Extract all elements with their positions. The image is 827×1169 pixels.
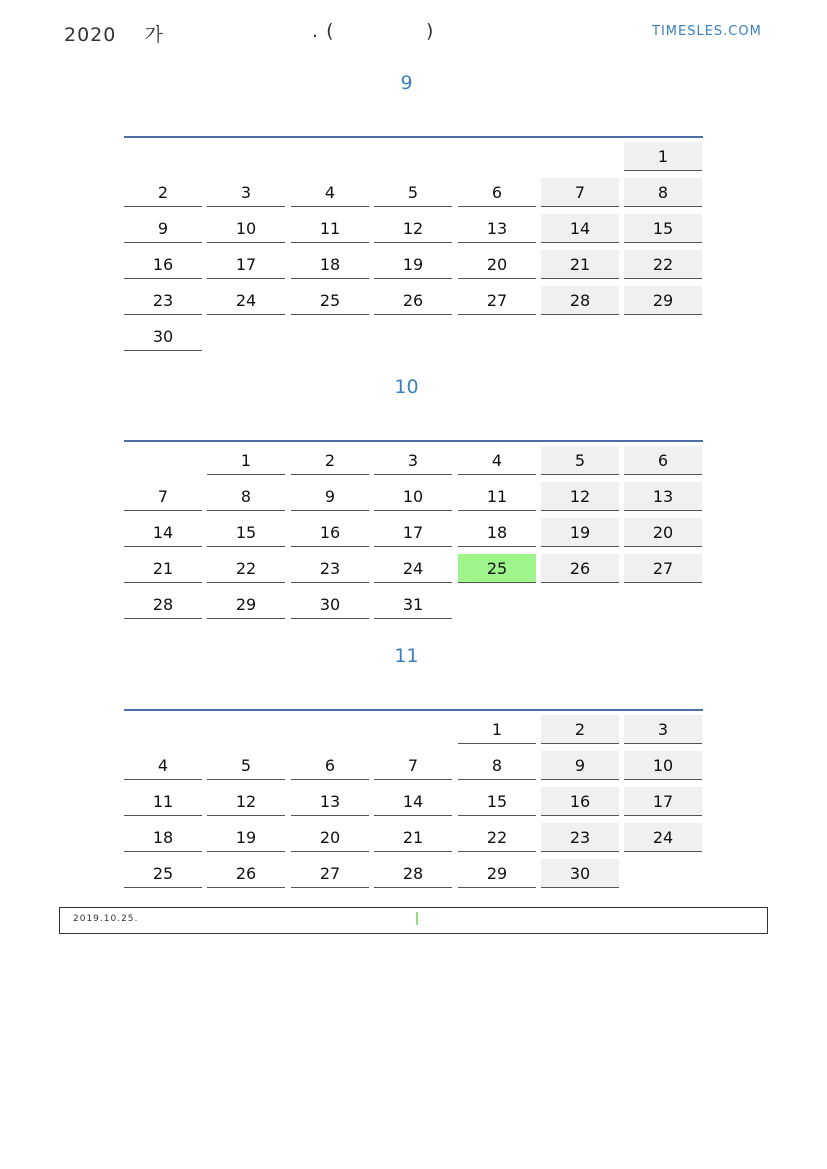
calendar-day[interactable]: 24: [374, 554, 452, 583]
calendar-november: [124, 709, 703, 891]
calendar-day[interactable]: 2: [124, 178, 202, 207]
calendar-day[interactable]: 22: [458, 823, 536, 852]
calendar-day[interactable]: 12: [207, 787, 285, 816]
calendar-week-row: [124, 514, 703, 550]
calendar-day[interactable]: 2: [541, 715, 619, 744]
calendar-day[interactable]: 24: [624, 823, 702, 852]
calendar-day[interactable]: 20: [291, 823, 369, 852]
calendar-day[interactable]: 4: [124, 751, 202, 780]
calendar-day-highlighted[interactable]: 25: [458, 554, 536, 583]
calendar-week-row: [124, 318, 703, 354]
calendar-week-row: [124, 586, 703, 622]
calendar-day[interactable]: 6: [458, 178, 536, 207]
calendar-day[interactable]: 28: [541, 286, 619, 315]
calendar-week-row: [124, 282, 703, 318]
footer-bar: [59, 907, 768, 934]
header-subtitle: . ( ): [312, 20, 435, 42]
calendar-day[interactable]: 26: [541, 554, 619, 583]
calendar-day[interactable]: 18: [458, 518, 536, 547]
calendar-day[interactable]: 21: [541, 250, 619, 279]
calendar-day[interactable]: 20: [624, 518, 702, 547]
calendar-day[interactable]: 23: [291, 554, 369, 583]
calendar-day[interactable]: 11: [458, 482, 536, 511]
calendar-day[interactable]: 3: [624, 715, 702, 744]
calendar-day[interactable]: 8: [624, 178, 702, 207]
calendar-week-row: [124, 174, 703, 210]
calendar-day[interactable]: 8: [458, 751, 536, 780]
header-title: 2020 가: [64, 24, 164, 46]
footer-date: 2019.10.25.: [73, 914, 139, 924]
calendar-day[interactable]: 3: [374, 446, 452, 475]
calendar-october: [124, 440, 703, 622]
calendar-day[interactable]: 25: [124, 859, 202, 888]
calendar-day[interactable]: 4: [458, 446, 536, 475]
calendar-day[interactable]: 22: [624, 250, 702, 279]
month-title-november: 11: [394, 645, 419, 667]
today-marker: [416, 912, 418, 925]
calendar-day[interactable]: 19: [374, 250, 452, 279]
calendar-week-row: [124, 550, 703, 586]
calendar-day[interactable]: 12: [374, 214, 452, 243]
calendar-day[interactable]: 15: [458, 787, 536, 816]
calendar-day[interactable]: 11: [291, 214, 369, 243]
calendar-day[interactable]: 21: [374, 823, 452, 852]
calendar-day[interactable]: 17: [207, 250, 285, 279]
calendar-day[interactable]: 29: [207, 590, 285, 619]
calendar-day[interactable]: 17: [374, 518, 452, 547]
calendar-day[interactable]: 29: [624, 286, 702, 315]
calendar-day[interactable]: 18: [124, 823, 202, 852]
calendar-day[interactable]: 13: [624, 482, 702, 511]
calendar-day[interactable]: 10: [374, 482, 452, 511]
calendar-day[interactable]: 26: [207, 859, 285, 888]
calendar-day[interactable]: 27: [458, 286, 536, 315]
calendar-day[interactable]: 16: [291, 518, 369, 547]
calendar-day[interactable]: 5: [374, 178, 452, 207]
calendar-day[interactable]: 7: [124, 482, 202, 511]
calendar-day[interactable]: 4: [291, 178, 369, 207]
calendar-day[interactable]: 6: [291, 751, 369, 780]
calendar-week-row: [124, 138, 703, 174]
calendar-day[interactable]: 15: [207, 518, 285, 547]
calendar-day[interactable]: 28: [124, 590, 202, 619]
calendar-day[interactable]: 19: [207, 823, 285, 852]
calendar-day[interactable]: 11: [124, 787, 202, 816]
calendar-day[interactable]: 2: [291, 446, 369, 475]
calendar-week-row: [124, 442, 703, 478]
calendar-day[interactable]: 10: [624, 751, 702, 780]
calendar-day[interactable]: 10: [207, 214, 285, 243]
calendar-day[interactable]: 24: [207, 286, 285, 315]
calendar-day[interactable]: 25: [291, 286, 369, 315]
calendar-week-row: [124, 210, 703, 246]
calendar-day[interactable]: 30: [541, 859, 619, 888]
calendar-day[interactable]: 3: [207, 178, 285, 207]
calendar-day[interactable]: 23: [124, 286, 202, 315]
calendar-day[interactable]: 16: [541, 787, 619, 816]
calendar-day[interactable]: 20: [458, 250, 536, 279]
calendar-day[interactable]: 9: [291, 482, 369, 511]
calendar-day[interactable]: 8: [207, 482, 285, 511]
calendar-day[interactable]: 5: [207, 751, 285, 780]
calendar-day[interactable]: 17: [624, 787, 702, 816]
calendar-day[interactable]: 7: [541, 178, 619, 207]
calendar-day[interactable]: 21: [124, 554, 202, 583]
calendar-day[interactable]: 9: [541, 751, 619, 780]
calendar-week-row: [124, 855, 703, 891]
calendar-day[interactable]: 18: [291, 250, 369, 279]
calendar-day[interactable]: 16: [124, 250, 202, 279]
calendar-day[interactable]: 22: [207, 554, 285, 583]
calendar-day[interactable]: 26: [374, 286, 452, 315]
month-title-october: 10: [394, 376, 419, 398]
calendar-day[interactable]: 7: [374, 751, 452, 780]
calendar-day[interactable]: 5: [541, 446, 619, 475]
calendar-week-row: [124, 246, 703, 282]
calendar-day[interactable]: 13: [291, 787, 369, 816]
calendar-week-row: [124, 478, 703, 514]
calendar-day[interactable]: 27: [291, 859, 369, 888]
calendar-week-row: [124, 819, 703, 855]
calendar-day[interactable]: 1: [624, 142, 702, 171]
calendar-day[interactable]: 6: [624, 446, 702, 475]
calendar-day[interactable]: 1: [207, 446, 285, 475]
calendar-week-row: [124, 783, 703, 819]
calendar-day[interactable]: 1: [458, 715, 536, 744]
calendar-september: [124, 136, 703, 354]
calendar-day[interactable]: 13: [458, 214, 536, 243]
calendar-day[interactable]: 30: [291, 590, 369, 619]
calendar-day[interactable]: 29: [458, 859, 536, 888]
calendar-day[interactable]: 15: [624, 214, 702, 243]
month-title-september: 9: [400, 72, 413, 94]
site-link[interactable]: TIMESLES.COM: [652, 24, 762, 39]
calendar-day[interactable]: 14: [124, 518, 202, 547]
calendar-day[interactable]: 30: [124, 322, 202, 351]
calendar-day[interactable]: 14: [541, 214, 619, 243]
calendar-day[interactable]: 12: [541, 482, 619, 511]
calendar-week-row: [124, 747, 703, 783]
calendar-day[interactable]: 31: [374, 590, 452, 619]
calendar-day[interactable]: 23: [541, 823, 619, 852]
calendar-day[interactable]: 28: [374, 859, 452, 888]
calendar-day[interactable]: 19: [541, 518, 619, 547]
calendar-week-row: [124, 711, 703, 747]
calendar-day[interactable]: 14: [374, 787, 452, 816]
calendar-day[interactable]: 9: [124, 214, 202, 243]
calendar-day[interactable]: 27: [624, 554, 702, 583]
